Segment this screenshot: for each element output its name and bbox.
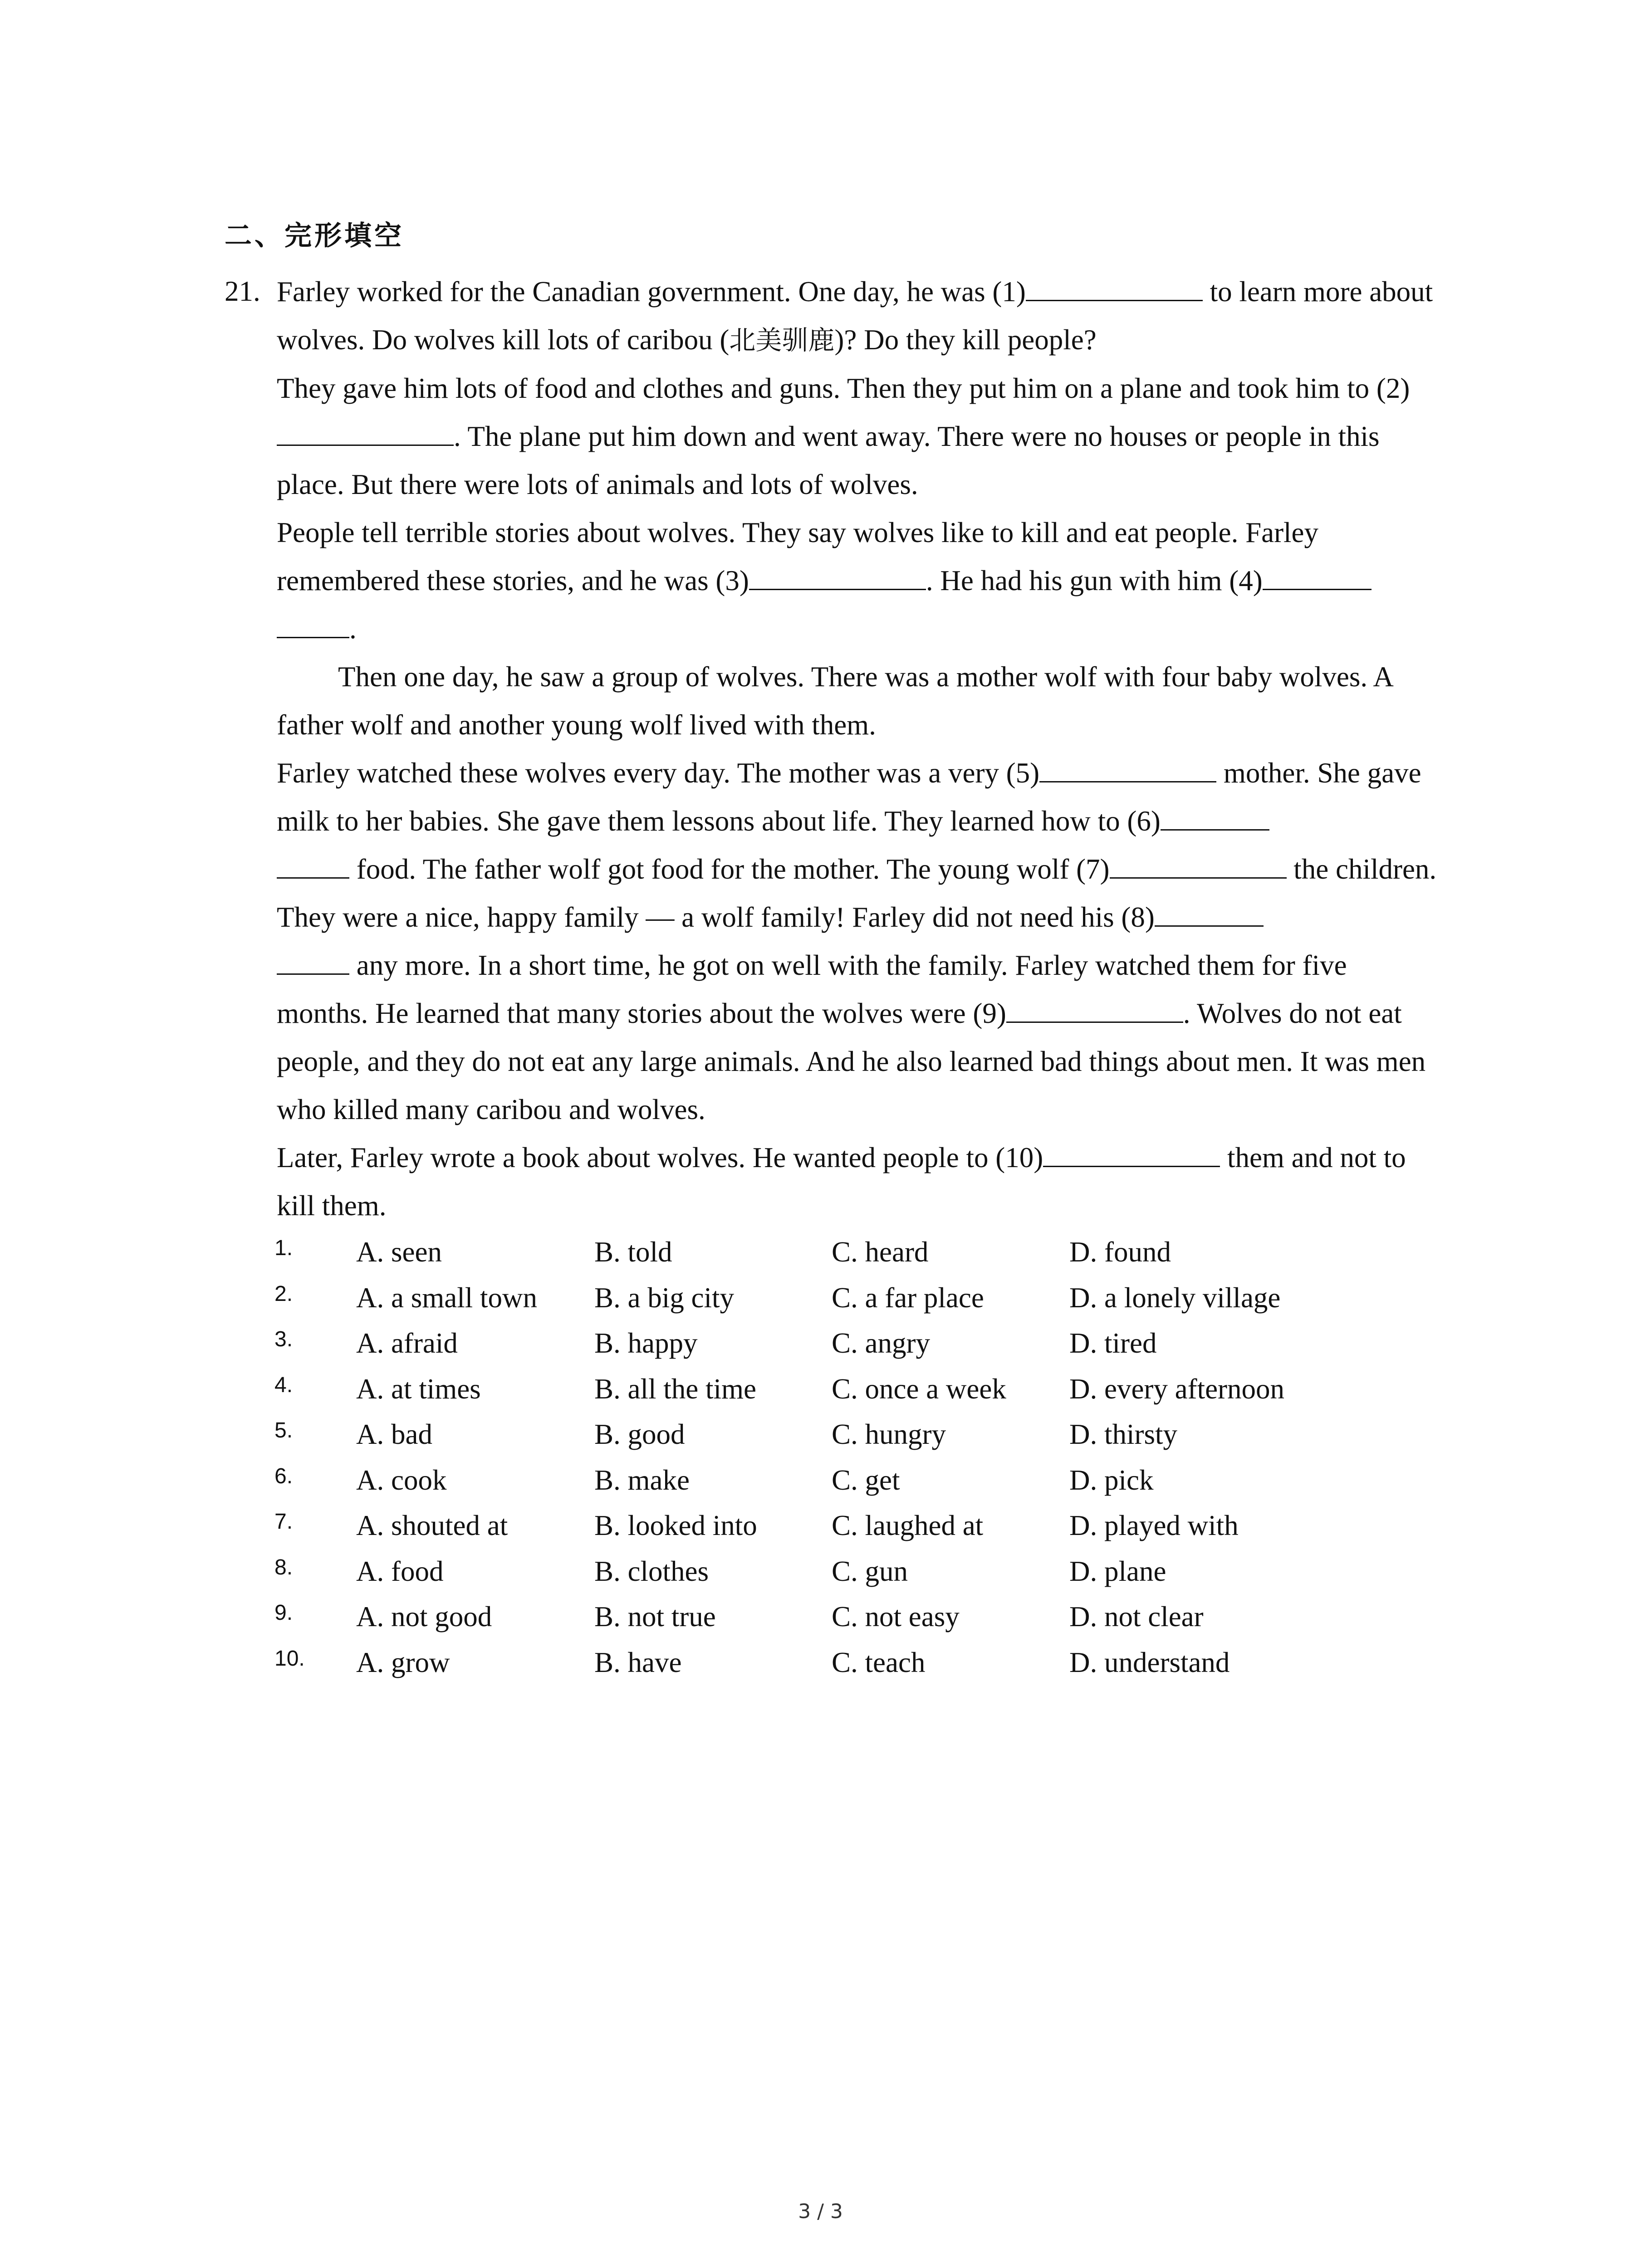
option-b[interactable]: B. good	[594, 1418, 685, 1450]
blank-8-continued[interactable]	[277, 945, 349, 975]
option-row	[274, 1594, 1409, 1640]
option-c[interactable]: C. not easy	[832, 1601, 960, 1633]
passage-text: mother. She gave milk to her babies. She gave them lessons about life. They learned how to (6)	[277, 757, 1421, 837]
section-title: 二、完形填空	[225, 220, 404, 252]
option-a[interactable]: A. food	[356, 1555, 444, 1587]
passage-paragraph	[277, 1134, 1443, 1230]
option-row	[274, 1320, 1409, 1366]
option-a[interactable]: A. afraid	[356, 1327, 458, 1359]
passage-text: .	[349, 613, 357, 645]
passage-text: . Wolves do not eat people, and they do not eat any large animals. And he also learned bad things about men. It was men who killed many caribou and wolves.	[277, 997, 1426, 1125]
option-number: 8.	[274, 1555, 293, 1579]
option-number: 3.	[274, 1327, 293, 1351]
passage-text: food. The father wolf got food for the mother. The young wolf (7)	[349, 853, 1110, 885]
passage-text: Later, Farley wrote a book about wolves. He wanted people to (10)	[277, 1142, 1043, 1173]
blank-9[interactable]	[1006, 993, 1183, 1023]
option-c[interactable]: C. once a week	[832, 1373, 1006, 1405]
cloze-passage	[277, 268, 1443, 1230]
option-c[interactable]: C. heard	[832, 1236, 929, 1268]
blank-4[interactable]	[1263, 561, 1372, 590]
passage-paragraph	[277, 268, 1443, 364]
passage-paragraph	[277, 508, 1443, 653]
option-d[interactable]: D. a lonely village	[1069, 1281, 1281, 1314]
blank-3[interactable]	[749, 561, 926, 590]
option-number: 9.	[274, 1601, 293, 1625]
option-a[interactable]: A. not good	[356, 1601, 492, 1633]
option-c[interactable]: C. get	[832, 1464, 900, 1496]
option-b[interactable]: B. all the time	[594, 1373, 756, 1405]
option-row	[274, 1503, 1409, 1549]
option-a[interactable]: A. seen	[356, 1236, 442, 1268]
passage-text: )? Do they kill people?	[834, 324, 1097, 356]
blank-7[interactable]	[1110, 849, 1287, 879]
passage-text: any more. In a short time, he got on well with the family. Farley watched them for five months. He learned that many stories about the wolves were (9)	[277, 949, 1347, 1029]
option-d[interactable]: D. played with	[1069, 1510, 1239, 1541]
passage-text: People tell terrible stories about wolves. They say wolves like to kill and eat people. Farley remembered these stories, and he was (3)	[277, 517, 1319, 596]
passage-paragraph	[277, 364, 1443, 508]
blank-1[interactable]	[1026, 272, 1203, 301]
option-d[interactable]: D. found	[1069, 1236, 1171, 1268]
option-row	[274, 1457, 1409, 1503]
option-number: 1.	[274, 1236, 293, 1260]
option-a[interactable]: A. grow	[356, 1646, 450, 1678]
passage-paragraph	[277, 749, 1443, 1134]
option-number: 6.	[274, 1464, 293, 1488]
blank-6[interactable]	[1161, 801, 1269, 831]
option-number: 2.	[274, 1281, 293, 1306]
option-c[interactable]: C. teach	[832, 1646, 926, 1678]
option-a[interactable]: A. bad	[356, 1418, 432, 1450]
option-a[interactable]: A. cook	[356, 1464, 447, 1496]
option-a[interactable]: A. a small town	[356, 1281, 537, 1314]
chinese-gloss: 北美驯鹿	[729, 325, 835, 356]
answer-options	[274, 1229, 1409, 1685]
blank-2[interactable]	[277, 416, 454, 446]
option-row	[274, 1640, 1409, 1686]
option-d[interactable]: D. plane	[1069, 1555, 1166, 1587]
passage-text: . He had his gun with him (4)	[926, 565, 1263, 596]
option-number: 7.	[274, 1510, 293, 1534]
option-d[interactable]: D. pick	[1069, 1464, 1154, 1496]
blank-8[interactable]	[1155, 897, 1264, 927]
option-d[interactable]: D. understand	[1069, 1646, 1230, 1678]
option-d[interactable]: D. not clear	[1069, 1601, 1204, 1633]
option-a[interactable]: A. at times	[356, 1373, 481, 1405]
option-b[interactable]: B. clothes	[594, 1555, 709, 1587]
option-c[interactable]: C. gun	[832, 1555, 908, 1587]
blank-6-continued[interactable]	[277, 849, 349, 879]
option-a[interactable]: A. shouted at	[356, 1510, 508, 1541]
option-number: 4.	[274, 1373, 293, 1397]
option-d[interactable]: D. every afternoon	[1069, 1373, 1285, 1405]
passage-text: Farley worked for the Canadian government. One day, he was (1)	[277, 276, 1026, 308]
option-c[interactable]: C. laughed at	[832, 1510, 984, 1541]
passage-text: to learn more about wolves. Do wolves kill lots of caribou (	[277, 276, 1433, 356]
option-b[interactable]: B. have	[594, 1646, 682, 1678]
option-d[interactable]: D. tired	[1069, 1327, 1157, 1359]
passage-text: Farley watched these wolves every day. The mother was a very (5)	[277, 757, 1040, 789]
passage-text: They gave him lots of food and clothes and guns. Then they put him on a plane and took him to (2)	[277, 372, 1410, 404]
option-row	[274, 1229, 1409, 1275]
page-number: 3 / 3	[798, 2200, 843, 2223]
option-b[interactable]: B. make	[594, 1464, 690, 1496]
option-b[interactable]: B. told	[594, 1236, 672, 1268]
option-b[interactable]: B. happy	[594, 1327, 698, 1359]
option-number: 5.	[274, 1418, 293, 1442]
option-b[interactable]: B. a big city	[594, 1281, 734, 1314]
option-c[interactable]: C. angry	[832, 1327, 930, 1359]
blank-5[interactable]	[1039, 753, 1216, 782]
passage-text: the children. They were a nice, happy family — a wolf family! Farley did not need his (8)	[277, 853, 1437, 933]
option-number: 10.	[274, 1646, 305, 1671]
option-c[interactable]: C. a far place	[832, 1281, 984, 1314]
option-row	[274, 1366, 1409, 1412]
blank-10[interactable]	[1043, 1138, 1220, 1167]
option-row	[274, 1412, 1409, 1457]
passage-paragraph	[277, 653, 1443, 749]
passage-text: them and not to kill them.	[277, 1142, 1406, 1222]
option-row	[274, 1275, 1409, 1321]
option-row	[274, 1549, 1409, 1594]
passage-text: Then one day, he saw a group of wolves. There was a mother wolf with four baby wolves. A father wolf and another young wolf lived with them.	[277, 661, 1392, 741]
option-b[interactable]: B. looked into	[594, 1510, 757, 1541]
question-number: 21.	[225, 275, 260, 307]
option-b[interactable]: B. not true	[594, 1601, 716, 1633]
option-d[interactable]: D. thirsty	[1069, 1418, 1178, 1450]
passage-text: . The plane put him down and went away. There were no houses or people in this place. But there were lots of animals and lots of wolves.	[277, 420, 1380, 500]
option-c[interactable]: C. hungry	[832, 1418, 946, 1450]
blank-4-continued[interactable]	[277, 609, 349, 638]
